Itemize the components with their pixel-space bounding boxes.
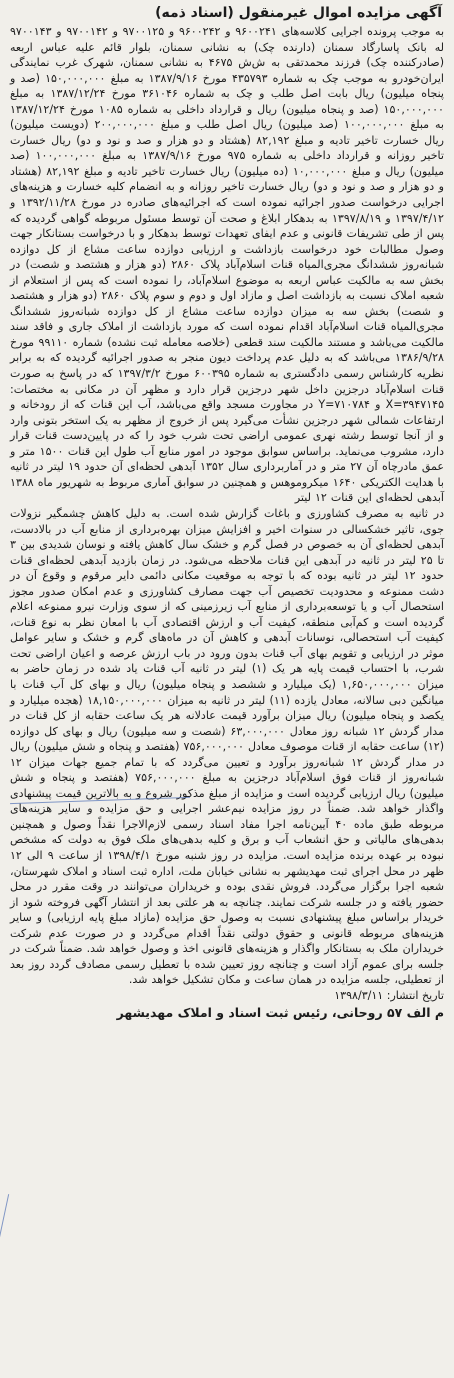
signature-line: م الف ۵۷ روحانی، رئیس ثبت اسناد و املاک مهدیشهر [116, 1005, 444, 1021]
pen-margin-mark [0, 1194, 23, 1254]
notice-paragraph-1: به موجب پرونده اجرایی کلاسه‌های ۹۶۰۰۲۴۱ و ۹۶۰۰۲۴۲ و ۹۷۰۰۱۲۵ و ۹۷۰۰۱۴۲ و ۹۷۰۰۱۴۳ له بانک پاسارگاد سمنان (دارنده چک) به نشانی سمنان، بلوار قائم علیه عباس اربعه (صادرکننده چک) فرزند محمدتقی به ش‌ش ۴۶۷۵ به نشانی سمنان، شهرک غرب نمایندگی ایران‌خودرو به موجب چک به شماره ۴۳۵۷۹۳ مورخ ۱۳۸۷/۹/۱۶ به مبلغ ۱۵۰,۰۰۰,۰۰۰ (صد و پنجاه میلیون) ریال بابت اصل طلب و چک به شماره ۳۶۱۰۴۶ مورخ ۱۳۸۷/۱۲/۲۴ به مبلغ ۱۵۰,۰۰۰,۰۰۰ (صد و پنجاه میلیون) ریال و قرارداد داخلی به شماره ۱۰۸۵ مورخ ۱۳۸۷/۱۲/۲۴ به مبلغ ۱۰۰,۰۰۰,۰۰۰ (صد میلیون) ریال اصل طلب و مبلغ ۲۰۰,۰۰۰,۰۰۰ (دویست میلیون) ریال خسارت تاخیر تادیه و مبلغ ۸۲,۱۹۲ (هشتاد و دو هزار و صد و نود و دو) ریال خسارت تاخیر روزانه و قرارداد داخلی به شماره ۹۷۵ مورخ ۱۳۸۷/۹/۱۶ به مبلغ ۱۰۰,۰۰۰,۰۰۰ (صد میلیون) ریال و مبلغ ۱۰,۰۰۰,۰۰۰ (ده میلیون) ریال خسارت تاخیر تادیه و مبلغ ۸۲,۱۹۲ (هشتاد و دو هزار و صد و نود و دو) ریال خسارت تاخیر روزانه و به انضمام کلیه خسارت و هزینه‌های اجرایی درخواست صدور اجرائیه نموده است که اجرائیه‌های صادره در مورخ ۱۳۹۲/۱۱/۲۸ و ۱۳۹۷/۴/۱۲ و ۱۳۹۷/۸/۱۹ به بدهکار ابلاغ و صحت آن توسط مسئول مربوطه گواهی گردیده که پس از طی تشریفات قانونی و عدم ایفای تعهدات توسط بدهکار و با درخواست بستانکار جهت وصول مطالبات خود درخواست بازداشت و ارزیابی دوازده ساعت مشاع از کل دوازده شبانه‌روز ششدانگ مجری‌المیاه قنات اسلام‌آباد پلاک ۲۸۶۰ (دو هزار و هشتصد و شصت) در بخش سه به مالکیت عباس اربعه به موضوع اسلام‌آباد، را نموده است که پس از استعلام از شعبه املاک نسبت به بازداشت اصل و مازاد اول و دوم و سوم پلاک ۲۸۶۰ (دو هزار و هشتصد و شصت) بخش سه به میزان دوازده ساعت مشاع از کل دوازده شبانه‌روز ششدانگ مجری‌المیاه قنات اسلام‌آباد اقدام نموده است که مورد بازداشت از املاک جاری و فاقد سند مالکیت می‌باشد و مستند مالکیت سند قطعی (خلاصه معامله ثبت نشده) شماره ۹۹۱۱۰ مورخ ۱۳۸۶/۹/۲۸ می‌باشد که به دلیل عدم پرداخت دیون منجر به صدور اجرائیه گردیده که به برابر نظریه کارشناس رسمی دادگستری به شماره ۶۰۰۳۹۵ مورخ ۱۳۹۷/۳/۲ که در پاسخ به صورت قنات اسلام‌آباد درجزین داخل شهر درجزین قرار دارد و مظهر آن در مکانی به مختصات: X=۳۹۴۷۱۴۵ و Y=۷۱۰۷۸۴ در مجاورت مسجد واقع می‌باشد، آب این قنات که از رودخانه و ارتفاعات شمالی شهر درجزین نشأت می‌گیرد پس از خروج از مظهر به یک استخر بتونی وارد و از آنجا توسط رشته نهری عمومی اراضی تحت شرب خود را که در پایین‌دست قنات قرار دارد، مشروب می‌نماید. براساس سوابق موجود در امور منابع آب طول این قنات ۱۵۰۰ متر و عمق مادرچاه آن ۲۷ متر و در آماربرداری سال ۱۳۵۲ آبدهی لحظه‌ای آن حدود ۱۹ لیتر در ثانیه با هدایت الکتریکی ۱۶۴۰ میکروموهس و همچنین در سوابق آماری مربوط به شهریور ماه ۱۳۸۸ آبدهی لحظه‌ای این قنات ۱۲ لیتر [10, 25, 445, 505]
notice-body [10, 24, 444, 988]
notice-paragraph-2: در ثانیه به مصرف کشاورزی و باغات گزارش شده است. به دلیل کاهش چشمگیر نزولات جوی، تاثیر خشکسالی در سنوات اخیر و افزایش میزان بهره‌برداری از منابع آب در بالادست، آبدهی لحظه‌ای آن به خصوص در فصل گرم و خشک سال کاهش یافته و نوسان شدیدی بین ۳ تا ۲۵ لیتر در ثانیه در آبدهی این قنات ملاحظه می‌شود. در زمان بازدید آبدهی لحظه‌ای قنات حدود ۱۲ لیتر در ثانیه بوده که با توجه به موقعیت مکانی دائمی دایر مرقوم و وقوع آن در دشت ممنوعه و محدودیت تخصیص آب جهت مصارف کشاورزی و عدم امکان صدور مجوز استحصال آب و یا توسعه‌برداری از منابع آب زیرزمینی که از سوی وزارت نیرو ممنوعه اعلام گردیده است و کم‌آبی منطقه، کیفیت آب و ارزش اقتصادی آب با امعان نظر به نوع قنات، کیفیت آب استحصالی، نوسانات آبدهی و کاهش آن در ماه‌های گرم و خشک و سایر عوامل موثر در ارزیابی و تقویم بهای آب قنات بدون ورود در باب ارزش عرصه و اعیان اراضی تحت شرب، با احتساب قیمت پایه هر یک (۱) لیتر در ثانیه آب قنات یاد شده در زمان حاضر به میزان ۱,۶۵۰,۰۰۰,۰۰۰ (یک میلیارد و ششصد و پنجاه میلیون) ریال و بهای کل آب قنات با میانگین دبی سالانه، معادل یازده (۱۱) لیتر در ثانیه به میزان ۱۸,۱۵۰,۰۰۰,۰۰۰ (هجده میلیارد و یکصد و پنجاه میلیون) ریال میزان برآورد قیمت عادلانه هر یک ساعت حقابه از کل قنات در مدار گردش ۱۲ شبانه روز معادل ۶۳,۰۰۰,۰۰۰ (شصت و سه میلیون) ریال و بهای کل دوازده (۱۲) ساعت حقابه از قنات موصوف معادل ۷۵۶,۰۰۰,۰۰۰ (هفتصد و پنجاه و شش میلیون) ریال در مدار گردش ۱۲ شبانه‌روز برآورد و تعیین می‌گردد که با تمام جمیع جهات میزان ۱۲ شبانه‌روز از قنات فوق اسلام‌آباد درجزین به مبلغ ۷۵۶,۰۰۰,۰۰۰ (هفتصد و پنجاه و شش میلیون) ریال ارزیابی گردیده است و مزایده از مبلغ مذکور شروع و به بالاترین قیمت پیشنهادی واگذار خواهد شد. ضمناً در روز مزایده نیم‌عشر اجرایی و حق مزایده و سایر هزینه‌های مربوطه طبق ماده ۴۰ آیین‌نامه اجرا مفاد اسناد رسمی لازم‌الاجرا نقداً وصول و همچنین بدهی‌های مالیاتی و حق انشعاب آب و برق و کلیه بدهی‌های ملک فوق به دولت که مشخص نبوده بر عهده برنده مزایده است. مزایده در روز شنبه مورخ ۱۳۹۸/۴/۱ از ساعت ۹ الی ۱۲ ظهر در محل اجرای ثبت مهدیشهر به نشانی خیابان ملت، اداره ثبت اسناد و املاک شهرستان، شعبه اجرا برگزار می‌گردد. فروش نقدی بوده و خریداران می‌توانند در وقت مقرر در محل حضور یافته و در جلسه شرکت نمایند. چنانچه به هر علتی بعد از انتشار آگهی فروخته شود از خریدار براساس مبلغ پیشنهادی نسبت به وصول حق مزایده (مازاد مبلغ پایه ارزیابی) و سایر هزینه‌های مربوطه قانونی و حقوق دولتی نقداً اقدام می‌گردد و در صورت عدم شرکت خریداران ملک به بستانکار واگذار و هزینه‌های قانونی اخذ و وصول خواهد شد. ضمناً شرکت در جلسه برای عموم آزاد است و چنانچه روز تعیین شده با تعطیل رسمی مصادف گردد روز بعد از تعطیلی، جلسه مزایده در همان ساعت و مکان تشکیل خواهد شد. [10, 506, 444, 987]
publish-date: تاریخ انتشار: ۱۳۹۸/۳/۱۱ [334, 988, 444, 1002]
notice-title: آگهی مزایده اموال غیرمنقول (اسناد ذمه) [155, 5, 442, 21]
